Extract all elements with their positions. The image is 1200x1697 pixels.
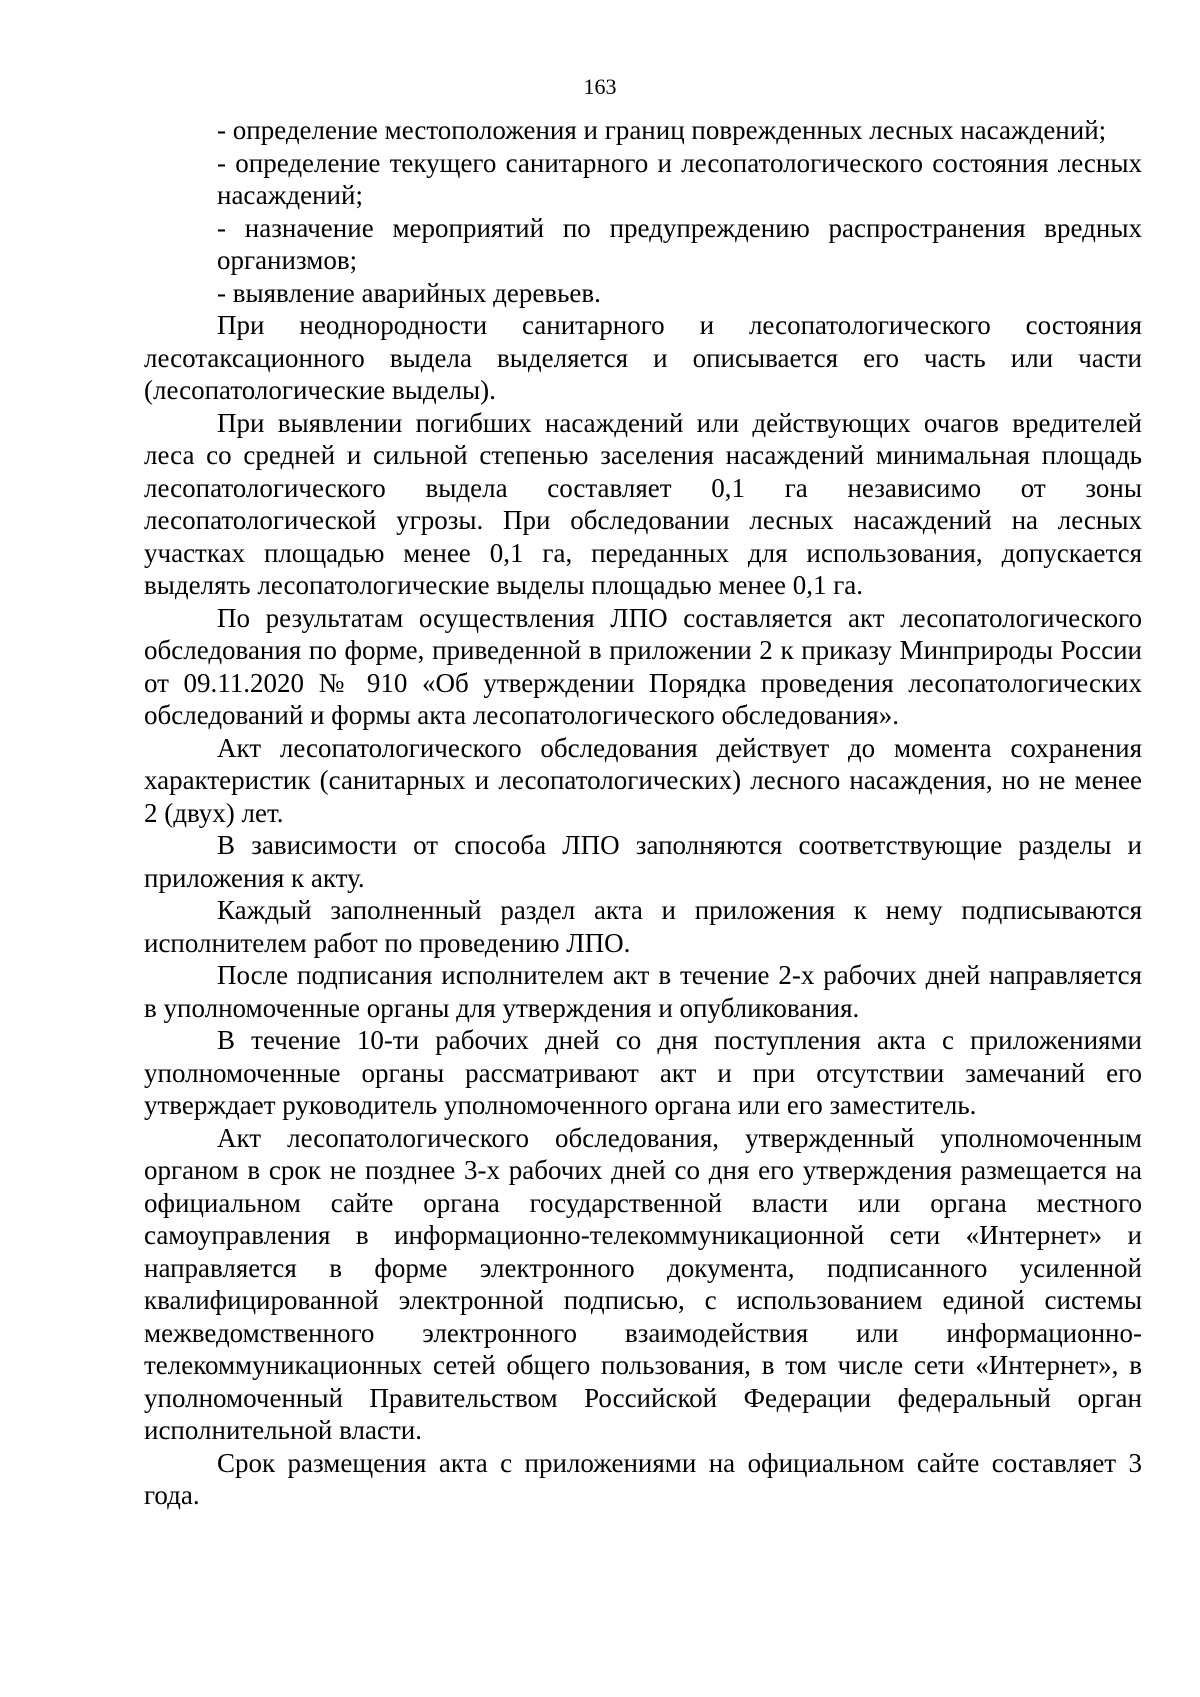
list-item: - выявление аварийных деревьев. <box>217 277 601 308</box>
document-body <box>144 114 1142 1512</box>
paragraph: Акт лесопатологического обследования действует до момента сохранения характеристик (санитарных и лесопатологических) лесного насаждения, но не менее 2 (двух) лет. <box>144 732 1142 828</box>
page-number: 163 <box>583 74 617 99</box>
paragraph: При выявлении погибших насаждений или действующих очагов вредителей леса со средней и сильной степенью заселения насаждений минимальная площадь лесопатологического выдела составляет 0,1 га независимо от зоны лесопатологической угрозы. При обследовании лесных насаждений на лесных участках площадью менее 0,1 га, переданных для использования, допускается выделять лесопатологические выделы площадью менее 0,1 га. <box>144 407 1142 600</box>
list-item: - определение текущего санитарного и лесопатологического состояния лесных насаждений; <box>217 147 1142 210</box>
list-item: - назначение мероприятий по предупреждению распространения вредных организмов; <box>217 212 1142 275</box>
paragraph: При неоднородности санитарного и лесопатологического состояния лесотаксационного выдела выделяется и описывается его часть или части (лесопатологические выделы). <box>144 310 1142 405</box>
paragraph: Акт лесопатологического обследования, утвержденный уполномоченным органом в срок не позднее 3-х рабочих дней со дня его утверждения размещается на официальном сайте органа государственной власти или органа местного самоуправления в информационно-телекоммуникационной сети «Интернет» и направляется в форме электронного документа, подписанного усиленной квалифицированной электронной подписью, с использованием единой системы межведомственного электронного взаимодействия или информационно-телекоммуникационных сетей общего пользования, в том числе сети «Интернет», в уполномоченный Правительством Российской Федерации федеральный орган исполнительной власти. <box>144 1122 1142 1445</box>
paragraph: Каждый заполненный раздел акта и приложения к нему подписываются исполнителем работ по проведению ЛПО. <box>144 895 1142 958</box>
paragraph: По результатам осуществления ЛПО составляется акт лесопатологического обследования по форме, приведенной в приложении 2 к приказу Минприроды России от 09.11.2020 № 910 «Об утверждении Порядка проведения лесопатологических обследований и формы акта лесопатологического обследования». <box>144 602 1142 730</box>
paragraph: После подписания исполнителем акт в течение 2-х рабочих дней направляется в уполномоченные органы для утверждения и опубликования. <box>144 960 1142 1023</box>
paragraph: В зависимости от способа ЛПО заполняются соответствующие разделы и приложения к акту. <box>144 830 1142 893</box>
list-item: - определение местоположения и границ поврежденных лесных насаждений; <box>217 115 1107 145</box>
paragraph: В течение 10-ти рабочих дней со дня поступления акта с приложениями уполномоченные органы рассматривают акт и при отсутствии замечаний его утверждает руководитель уполномоченного органа или его заместитель. <box>144 1025 1142 1120</box>
paragraph: Срок размещения акта с приложениями на официальном сайте составляет 3 года. <box>144 1447 1142 1510</box>
